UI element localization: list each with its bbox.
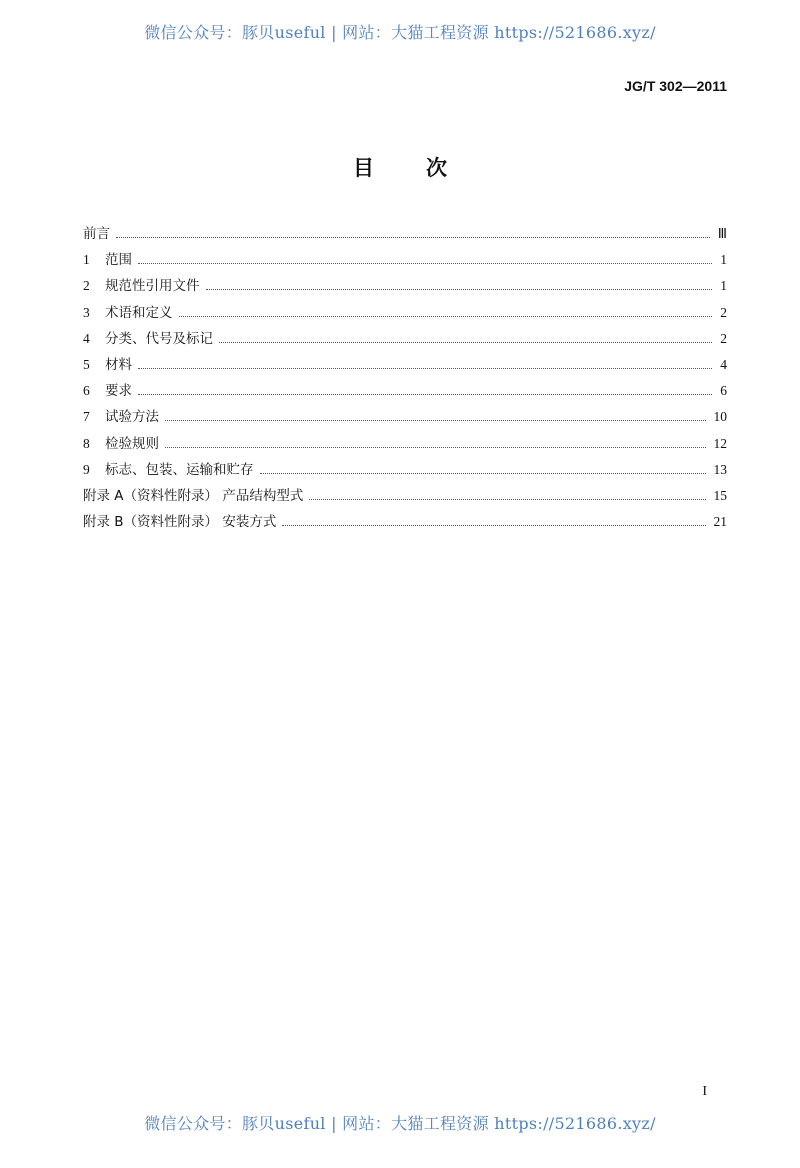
toc-entry[interactable] (83, 432, 727, 458)
toc-entry[interactable] (83, 484, 727, 510)
dot-leader (165, 447, 706, 448)
toc-entry-number: 5 (83, 356, 90, 372)
toc-entry[interactable] (83, 458, 727, 484)
toc-entry-label: 附录 B（资料性附录） 安装方式 (83, 514, 277, 531)
page-title: 目次 (353, 156, 499, 180)
toc-entry-label: 范围 (105, 252, 132, 269)
toc-entry-label: 前言 (83, 226, 110, 242)
toc-entry-label: 试验方法 (105, 409, 159, 426)
toc-entry-page: 10 (713, 409, 727, 425)
toc-entry-number: 2 (83, 278, 90, 294)
toc-entry[interactable] (83, 510, 727, 536)
toc-entry[interactable] (83, 274, 727, 300)
toc-entry-page: 1 (720, 252, 727, 268)
toc-entry[interactable] (83, 379, 727, 405)
toc-entry-page: Ⅲ (717, 226, 727, 241)
toc-entry-page: 6 (720, 383, 727, 399)
toc-entry[interactable] (83, 327, 727, 353)
watermark-bottom: 微信公众号：豚贝useful | 网站：大猫工程资源 https://521686.xyz/ (144, 1114, 656, 1133)
dot-leader (179, 316, 713, 317)
toc-entry-number: 4 (83, 330, 90, 346)
toc-entry-number: 9 (83, 461, 90, 477)
dot-leader (138, 263, 712, 264)
toc-entry-page: 13 (713, 461, 727, 477)
toc-entry-label: 检验规则 (105, 435, 159, 452)
toc-entry-label: 术语和定义 (105, 304, 173, 321)
toc-entry-label: 材料 (105, 356, 132, 373)
toc-entry[interactable] (83, 353, 727, 379)
toc-entry-page: 21 (713, 514, 727, 530)
dot-leader (260, 473, 706, 474)
toc-entry-page: 4 (720, 356, 727, 372)
toc-entry-page: 2 (720, 304, 727, 320)
dot-leader (138, 368, 712, 369)
dot-leader (206, 289, 713, 290)
toc-entry-number: 7 (83, 409, 90, 425)
dot-leader (309, 499, 705, 500)
standard-code: JG/T 302—2011 (624, 78, 727, 94)
toc-entry-number: 6 (83, 383, 90, 399)
page-number: I (702, 1084, 707, 1099)
toc-entry-page: 12 (713, 435, 727, 451)
toc-entry[interactable] (83, 301, 727, 327)
toc-entry[interactable] (83, 405, 727, 431)
toc-entry-label: 分类、代号及标记 (105, 330, 213, 347)
table-of-contents (83, 222, 727, 536)
toc-entry-label: 规范性引用文件 (105, 278, 200, 295)
toc-entry[interactable] (83, 248, 727, 274)
toc-entry-label: 要求 (105, 383, 132, 400)
toc-entry-label: 标志、包装、运输和贮存 (105, 461, 254, 478)
toc-entry[interactable] (83, 222, 727, 248)
dot-leader (282, 525, 705, 526)
watermark-top: 微信公众号：豚贝useful | 网站：大猫工程资源 https://521686.xyz/ (144, 23, 656, 42)
toc-entry-number: 8 (83, 435, 90, 451)
toc-entry-label: 附录 A（资料性附录） 产品结构型式 (83, 487, 304, 504)
toc-entry-number: 1 (83, 252, 90, 268)
dot-leader (138, 394, 712, 395)
toc-entry-page: 1 (720, 278, 727, 294)
toc-entry-page: 2 (720, 330, 727, 346)
dot-leader (165, 420, 706, 421)
toc-entry-page: 15 (713, 487, 727, 503)
toc-entry-number: 3 (83, 304, 90, 320)
dot-leader (219, 342, 712, 343)
dot-leader (116, 237, 710, 238)
